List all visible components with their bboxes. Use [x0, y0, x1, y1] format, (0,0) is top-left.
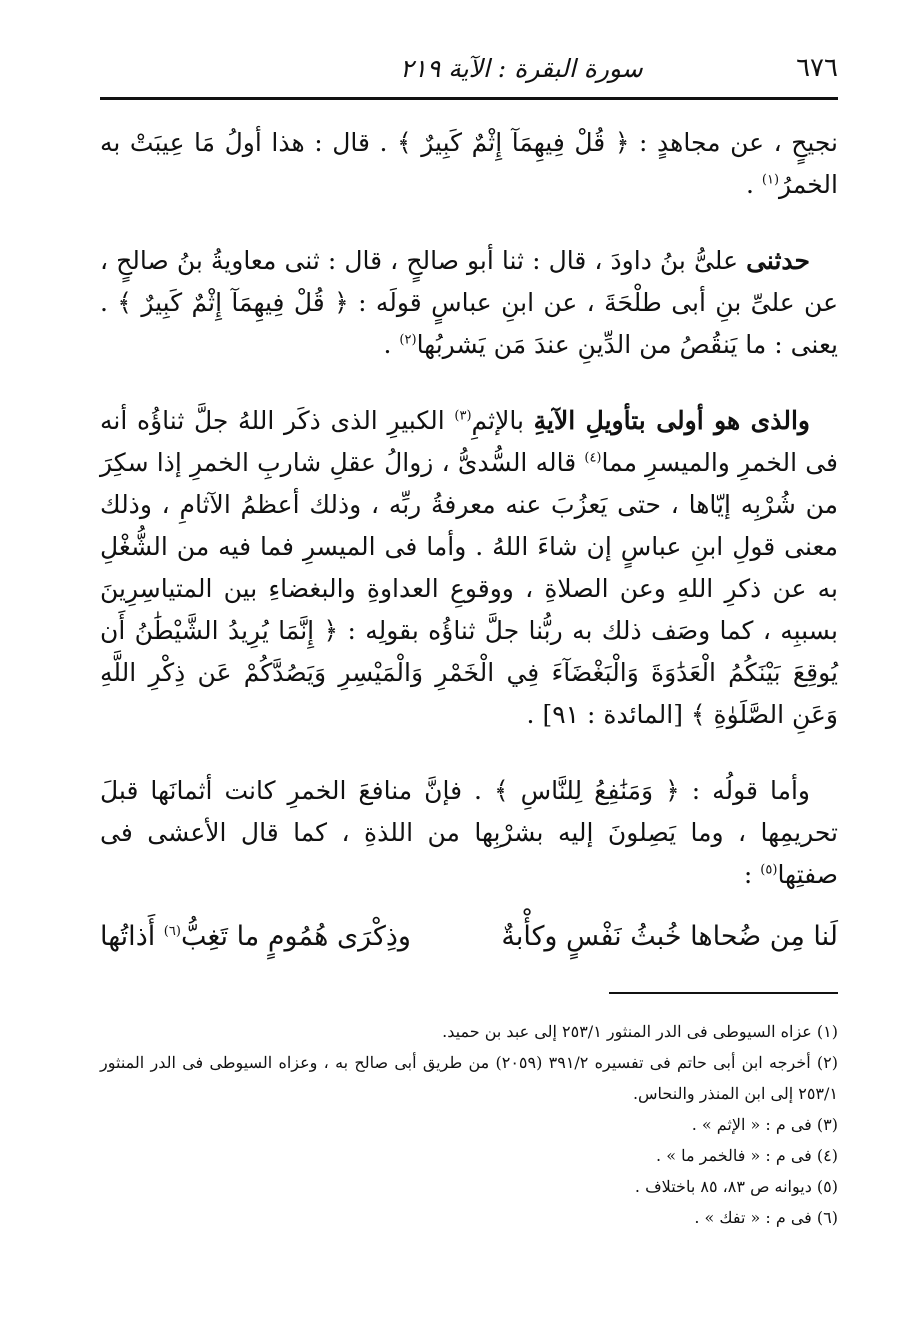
- page-header: [100, 40, 838, 96]
- footnote-ref: (١): [761, 172, 780, 188]
- footnote-ref: (٥): [760, 862, 778, 878]
- footnote: (٢) أخرجه ابن أبى حاتم فى تفسيره ٣٩١/٢ (٢٠٥٩) من طريق أبى صالح به ، وعزاه السيوطى فى الدر المنثور ٢٥٣/١ إلى ابن المنذر والنحاس.: [100, 1053, 839, 1103]
- footnote-ref: (٣): [454, 408, 472, 424]
- paragraph-1: [100, 122, 838, 206]
- paragraph-3: [100, 400, 838, 736]
- footnote: (١) عزاه السيوطى فى الدر المنثور ٢٥٣/١ إلى عبد بن حميد.: [442, 1022, 838, 1041]
- paragraph-middle: الكبيرِ الذى ذكَر اللهُ جلَّ ثناؤُه أنه فى الخمرِ والميسرِ مما: [100, 406, 838, 477]
- header-divider: [100, 97, 838, 100]
- paragraph-2: [100, 240, 838, 366]
- footnote: (٤) فى م : « فالخمر ما » .: [656, 1146, 838, 1165]
- paragraph-tail: :: [743, 860, 761, 889]
- paragraph-tail: .: [746, 170, 762, 199]
- footnotes: [100, 1016, 838, 1233]
- paragraph-intro: حدثنى: [746, 246, 810, 275]
- footnote: (٣) فى م : « الإثم » .: [691, 1115, 838, 1134]
- footnote-divider: [609, 992, 838, 994]
- verse-text: وذِكْرَى هُمُومٍ ما تَغِبُّ: [180, 921, 411, 952]
- paragraph-text: علىُّ بنُ داودَ ، قال : ثنا أبو صالحٍ ، قال : ثنى معاويةُ بنُ صالحٍ ، عن علىِّ بنِ أبى طلْحَةَ ، عن ابنِ عباسٍ قولَه : ﴿ قُلْ فِيهِمَآ إِثْمٌ كَبِيرٌ ﴾ . يعنى : ما يَنقُصُ من الدِّينِ عندَ مَن يَشربُها: [100, 246, 838, 359]
- footnote: (٥) ديوانه ص ٨٣، ٨٥ باختلاف .: [634, 1177, 838, 1196]
- verse-first-hemistich: لَنا مِن ضُحاها خُبثُ نَفْسٍ وكأْبةٌ: [501, 921, 838, 952]
- running-title: سورة البقرة : الآية ٢١٩: [400, 53, 643, 83]
- main-text: [100, 122, 838, 962]
- page-number: ٦٧٦: [796, 53, 838, 83]
- footnote-ref: (٦): [163, 924, 181, 939]
- poetry-verse: [100, 912, 838, 962]
- verse-text-end: أَذاتُها: [100, 921, 164, 952]
- verse-second-hemistich: [100, 912, 411, 962]
- footnote: (٦) فى م : « تفك » .: [694, 1208, 838, 1227]
- paragraph-intro: والذى هو أولى بتأويلِ الآيةِ: [533, 406, 810, 435]
- paragraph-tail: قاله السُّدىُّ ، زوالُ عقلِ شاربِ الخمرِ إذا سكِرَ من شُرْبِه إيّاها ، حتى يَعزُبَ عنه معرفةُ ربِّه ، وذلك أعظمُ الآثامِ ، وذلك معنى قولِ ابنِ عباسٍ إن شاءَ اللهُ . وأما فى الميسرِ فما فيه من الشُّغْلِ به عن ذكرِ اللهِ وعن الصلاةِ ، ووقوعِ العداوةِ والبغضاءِ بين المتياسِرِينَ بسببِه ، كما وصَف ذلك به ربُّنا جلَّ ثناؤُه بقولِه : ﴿ إِنَّمَا يُرِيدُ الشَّيْطَٰنُ أَن يُوقِعَ بَيْنَكُمُ الْعَدَٰوَةَ وَالْبَغْضَآءَ فِي الْخَمْرِ وَالْمَيْسِرِ وَيَصُدَّكُمْ عَن ذِكْرِ اللَّهِ وَعَنِ الصَّلَوٰةِ ﴾ [المائدة : ٩١] .: [100, 448, 838, 729]
- paragraph-text: نجيحٍ ، عن مجاهدٍ : ﴿ قُلْ فِيهِمَآ إِثْمٌ كَبِيرٌ ﴾ . قال : هذا أولُ مَا عِيبَتْ به الخمرُ: [100, 128, 838, 199]
- footnote-ref: (٤): [584, 450, 602, 466]
- paragraph-text: بالإثمِ: [471, 406, 534, 435]
- paragraph-4: [100, 770, 838, 896]
- footnote-ref: (٢): [399, 332, 417, 348]
- paragraph-text: وأما قولُه : ﴿ وَمَنَٰفِعُ لِلنَّاسِ ﴾ . فإنَّ منافعَ الخمرِ كانت أثمانَها قبلَ تحريمِها ، وما يَصِلونَ إليه بشرْبِها من اللذةِ ، كما قال الأعشى فى صفتِها: [100, 776, 838, 889]
- paragraph-tail: .: [383, 330, 400, 359]
